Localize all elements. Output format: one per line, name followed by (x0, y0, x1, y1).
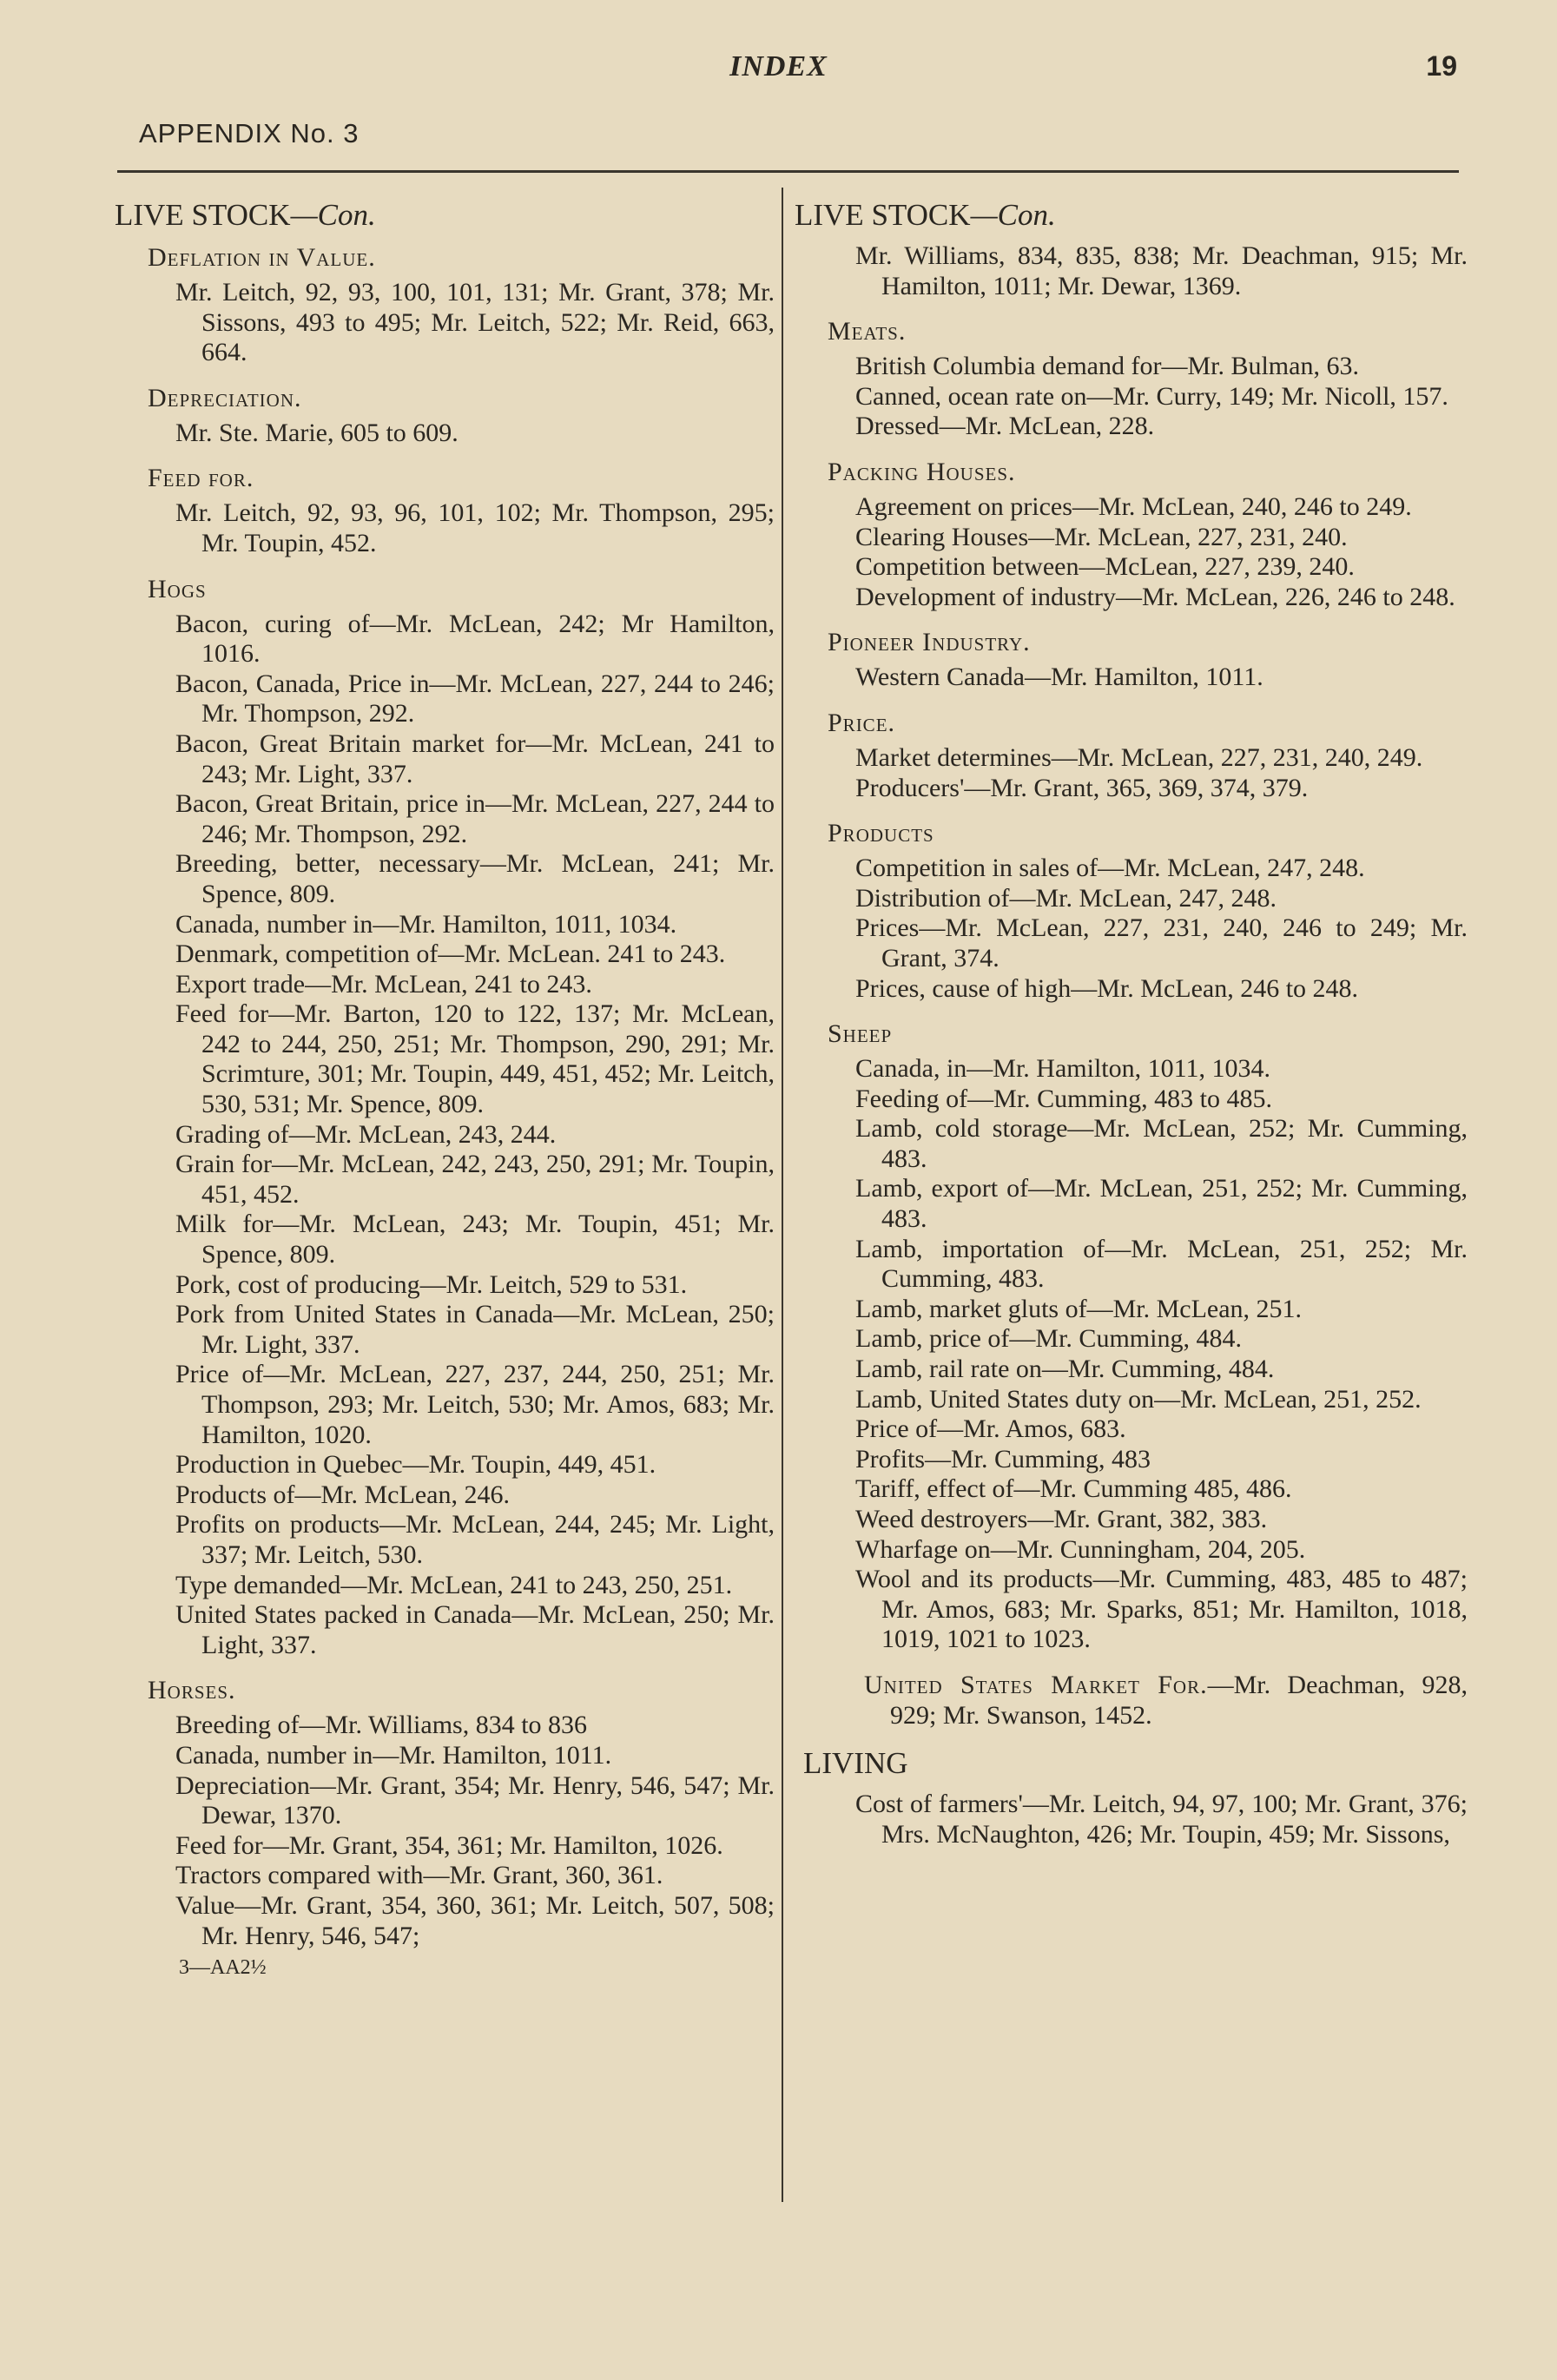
index-entry: Breeding, better, necessary—Mr. McLean, 241; Mr. Spence, 809. (175, 849, 775, 908)
index-entry: Mr. Ste. Marie, 605 to 609. (175, 418, 459, 447)
heading-continued: —Con. (290, 198, 376, 232)
index-entry: Competition in sales of—Mr. McLean, 247, 248. (855, 854, 1365, 883)
index-entry: Canada, number in—Mr. Hamilton, 1011. (175, 1740, 612, 1770)
index-entry: Wool and its products—Mr. Cumming, 483, 485 to 487; Mr. Amos, 683; Mr. Sparks, 851; Mr. Hamilton, 1018, 1019, 1021 to 1023. (855, 1565, 1468, 1654)
subheading: Feed for. (148, 464, 254, 493)
index-entry: Producers'—Mr. Grant, 365, 369, 374, 379. (855, 773, 1309, 802)
index-entry: Agreement on prices—Mr. McLean, 240, 246 to 249. (855, 491, 1412, 521)
subheading: Depreciation. (148, 383, 302, 412)
index-entry: Prices—Mr. McLean, 227, 231, 240, 246 to 249; Mr. Grant, 374. (855, 913, 1468, 972)
index-entry: Mr. Leitch, 92, 93, 100, 101, 131; Mr. Grant, 378; Mr. Sissons, 493 to 495; Mr. Leitch, 522; Mr. Reid, 663, 664. (175, 278, 775, 367)
index-entry: Prices, cause of high—Mr. McLean, 246 to 248. (855, 973, 1359, 1003)
heading-continued: —Con. (970, 198, 1056, 232)
subheading: United States Market For. (864, 1670, 1208, 1699)
page-number: 19 (1426, 50, 1457, 82)
index-entry: Lamb, cold storage—Mr. McLean, 252; Mr. Cumming, 483. (855, 1114, 1468, 1173)
index-entry: Mr. Leitch, 92, 93, 96, 101, 102; Mr. Thompson, 295; Mr. Toupin, 452. (175, 498, 775, 557)
index-entry: Type demanded—Mr. McLean, 241 to 243, 250, 251. (175, 1570, 733, 1599)
index-entry: Price of—Mr. McLean, 227, 237, 244, 250, 251; Mr. Thompson, 293; Mr. Leitch, 530; Mr. Amos, 683; Mr. Hamilton, 1020. (175, 1360, 775, 1449)
index-entry: Bacon, Great Britain, price in—Mr. McLean, 227, 244 to 246; Mr. Thompson, 292. (175, 789, 775, 848)
index-entry: Price of—Mr. Amos, 683. (855, 1414, 1126, 1444)
heading-text: LIVE STOCK (795, 198, 971, 232)
section-heading: LIVING (803, 1746, 908, 1781)
index-entry: United States packed in Canada—Mr. McLean, 250; Mr. Light, 337. (175, 1600, 775, 1659)
index-entry: Weed destroyers—Mr. Grant, 382, 383. (855, 1505, 1268, 1533)
heading-text: LIVE STOCK (115, 198, 291, 232)
subheading: Horses. (148, 1676, 236, 1705)
signature-mark: 3—AA2½ (179, 1956, 267, 1980)
subheading: Pioneer Industry. (828, 628, 1031, 657)
index-entry: Denmark, competition of—Mr. McLean. 241 to 243. (175, 939, 726, 969)
page-header (0, 50, 1557, 94)
index-entry: Lamb, rail rate on—Mr. Cumming, 484. (855, 1355, 1275, 1384)
index-entry: Lamb, United States duty on—Mr. McLean, 251, 252. (855, 1384, 1422, 1414)
entry-text: —Mr. Deachman, 928, 929; Mr. Swanson, 1452. (890, 1670, 1468, 1730)
index-entry: Products of—Mr. McLean, 246. (175, 1480, 510, 1509)
column-divider (782, 188, 783, 2202)
index-entry: Value—Mr. Grant, 354, 360, 361; Mr. Leitch, 507, 508; Mr. Henry, 546, 547; (175, 1890, 775, 1950)
index-entry: Lamb, market gluts of—Mr. McLean, 251. (855, 1294, 1303, 1323)
index-entry: Lamb, export of—Mr. McLean, 251, 252; Mr. Cumming, 483. (855, 1174, 1468, 1234)
appendix-label: APPENDIX No. 3 (139, 118, 360, 148)
index-entry: Development of industry—Mr. McLean, 226, 246 to 248. (855, 582, 1455, 611)
index-entry: Pork, cost of producing—Mr. Leitch, 529 to 531. (175, 1269, 688, 1299)
section-heading (795, 198, 1468, 233)
index-entry: Pork from United States in Canada—Mr. McLean, 250; Mr. Light, 337. (175, 1300, 775, 1359)
index-entry: Profits—Mr. Cumming, 483 (855, 1444, 1151, 1473)
index-entry: Wharfage on—Mr. Cunningham, 204, 205. (855, 1534, 1306, 1564)
subheading: Products (828, 819, 934, 848)
index-entry: Cost of farmers'—Mr. Leitch, 94, 97, 100; Mr. Grant, 376; Mrs. McNaughton, 426; Mr. Toupin, 459; Mr. Sissons, (855, 1790, 1468, 1849)
index-entry: Distribution of—Mr. McLean, 247, 248. (855, 883, 1277, 913)
index-entry: Grain for—Mr. McLean, 242, 243, 250, 291; Mr. Toupin, 451, 452. (175, 1150, 775, 1209)
subheading: Packing Houses. (828, 457, 1016, 486)
index-entry: Lamb, price of—Mr. Cumming, 484. (855, 1324, 1242, 1354)
index-entry: Canned, ocean rate on—Mr. Curry, 149; Mr. Nicoll, 157. (855, 381, 1448, 411)
index-entry: Feeding of—Mr. Cumming, 483 to 485. (855, 1084, 1272, 1113)
index-entry: Bacon, Canada, Price in—Mr. McLean, 227, 244 to 246; Mr. Thompson, 292. (175, 669, 775, 729)
index-entry: Production in Quebec—Mr. Toupin, 449, 451. (175, 1450, 656, 1480)
header-rule (117, 170, 1459, 173)
index-entry: British Columbia demand for—Mr. Bulman, 63. (855, 352, 1359, 381)
index-entry: Mr. Williams, 834, 835, 838; Mr. Deachman, 915; Mr. Hamilton, 1011; Mr. Dewar, 1369. (855, 241, 1468, 300)
index-entry: Competition between—McLean, 227, 239, 240. (855, 552, 1355, 582)
subheading: Deflation in Value. (148, 243, 376, 272)
index-entry: Milk for—Mr. McLean, 243; Mr. Toupin, 451; Mr. Spence, 809. (175, 1210, 775, 1269)
index-entry: Depreciation—Mr. Grant, 354; Mr. Henry, 546, 547; Mr. Dewar, 1370. (175, 1770, 775, 1830)
index-entry: Canada, in—Mr. Hamilton, 1011, 1034. (855, 1054, 1271, 1084)
index-entry: Tariff, effect of—Mr. Cumming 485, 486. (855, 1474, 1292, 1504)
index-entry: Canada, number in—Mr. Hamilton, 1011, 1034. (175, 909, 677, 939)
subheading: Hogs (148, 574, 207, 603)
subheading: Sheep (828, 1019, 893, 1049)
subheading: Meats. (828, 317, 907, 346)
index-entry: Feed for—Mr. Grant, 354, 361; Mr. Hamilton, 1026. (175, 1830, 723, 1860)
united-states-entry (864, 1670, 1468, 1731)
index-entry: Profits on products—Mr. McLean, 244, 245; Mr. Light, 337; Mr. Leitch, 530. (175, 1510, 775, 1569)
index-entry: Grading of—Mr. McLean, 243, 244. (175, 1119, 557, 1149)
left-column (115, 198, 775, 1980)
subheading: Price. (828, 708, 896, 737)
index-entry: Lamb, importation of—Mr. McLean, 251, 252; Mr. Cumming, 483. (855, 1234, 1468, 1294)
section-heading (115, 198, 775, 233)
index-entry: Bacon, curing of—Mr. McLean, 242; Mr Hamilton, 1016. (175, 609, 775, 669)
index-entry: Breeding of—Mr. Williams, 834 to 836 (175, 1711, 588, 1740)
index-entry: Clearing Houses—Mr. McLean, 227, 231, 240. (855, 522, 1348, 551)
index-entry: Dressed—Mr. McLean, 228. (855, 412, 1155, 441)
index-entry: Export trade—Mr. McLean, 241 to 243. (175, 969, 592, 999)
index-entry: Feed for—Mr. Barton, 120 to 122, 137; Mr. McLean, 242 to 244, 250, 251; Mr. Thompson, 290, 291; Mr. Scrimture, 301; Mr. Toupin, 449, 451, 452; Mr. Leitch, 530, 531; Mr. Spence, 809. (175, 999, 775, 1119)
index-entry: Bacon, Great Britain market for—Mr. McLean, 241 to 243; Mr. Light, 337. (175, 729, 775, 788)
index-entry: Tractors compared with—Mr. Grant, 360, 361. (175, 1861, 663, 1890)
index-entry: Western Canada—Mr. Hamilton, 1011. (855, 663, 1263, 692)
index-entry: Market determines—Mr. McLean, 227, 231, 240, 249. (855, 742, 1423, 772)
right-column (795, 198, 1468, 1849)
running-title: INDEX (729, 50, 828, 82)
